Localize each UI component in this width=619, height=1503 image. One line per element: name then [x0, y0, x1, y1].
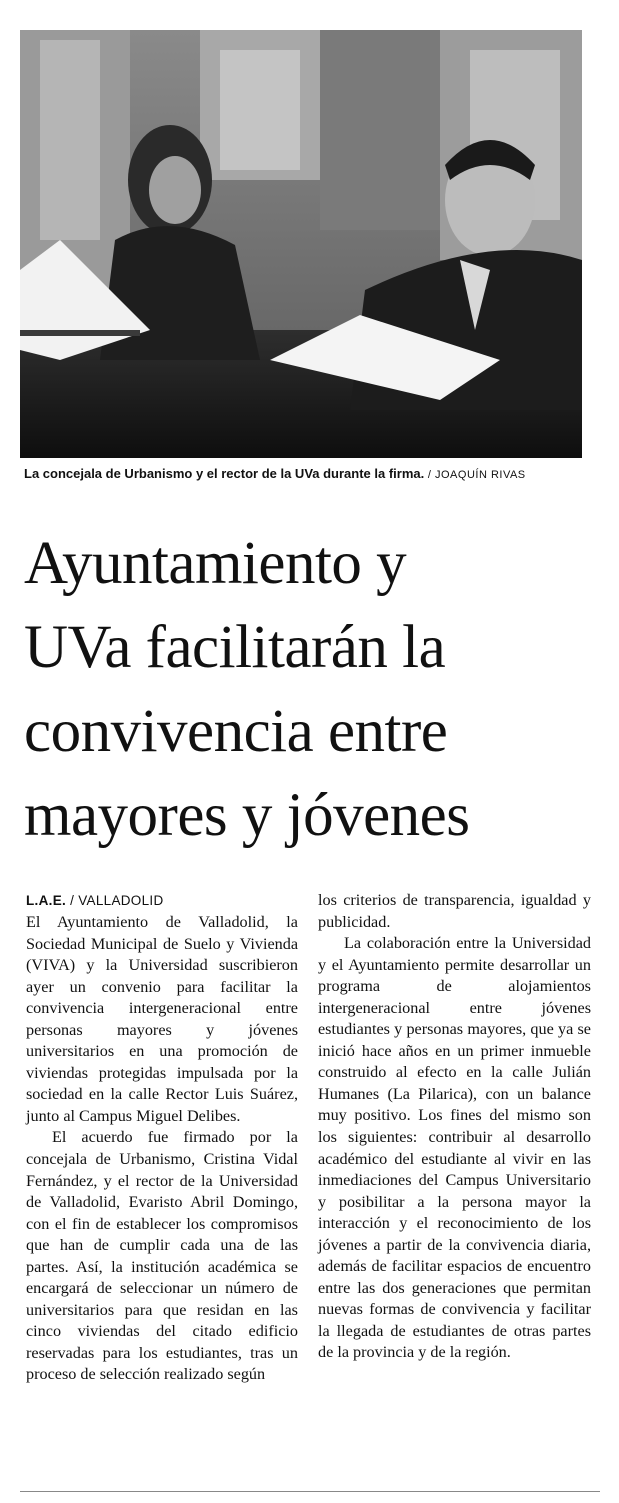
caption-text: La concejala de Urbanismo y el rector de la UVa durante la firma. — [24, 466, 425, 481]
article-column-1 — [26, 890, 298, 1386]
headline-line: Ayuntamiento y — [24, 530, 407, 597]
bottom-rule — [20, 1491, 600, 1492]
byline — [26, 890, 298, 912]
paragraph: El acuerdo fue firmado por la concejala de Urbanismo, Cristina Vidal Fernández, y el rector de la Universidad de Valladolid, Evaristo Abril Domingo, con el fin de establecer los compromisos que han de cumplir cada una de las partes. Así, la institución académica se encargará de seleccionar un número de universitarios para que residan en las cinco viviendas del citado edificio reservadas para los estudiantes, tras un proceso de selección realizado según — [26, 1128, 298, 1384]
headline — [24, 522, 604, 858]
headline-line: UVa facilitarán la — [24, 614, 446, 681]
byline-author: L.A.E. — [26, 893, 67, 908]
byline-location: / VALLADOLID — [70, 893, 164, 908]
paragraph: El Ayuntamiento de Valladolid, la Sociedad Municipal de Suelo y Vivienda (VIVA) y la Universidad suscribieron ayer un convenio para facilitar la convivencia intergeneracional entre personas mayores y jóvenes universitarios en una promoción de viviendas protegidas impulsada por la sociedad en la calle Rector Luis Suárez, junto al Campus Miguel Delibes. — [26, 913, 298, 1125]
article-column-2 — [318, 890, 591, 1364]
paragraph: La colaboración entre la Universidad y el Ayuntamiento permite desarrollar un programa de alojamientos intergeneracional entre jóvenes estudiantes y personas mayores, que ya se inició hace años en un primer inmueble construido al efecto en la calle Julián Humanes (La Pilarica), con un balance muy positivo. Los fines del mismo son los siguientes: contribuir al desarrollo académico del estudiante al vivir en las inmediaciones del Campus Universitario y posibilitar a la persona mayor la interacción y el reconocimiento de los jóvenes a partir de la convivencia diaria, además de facilitar espacios de encuentro entre las dos generaciones que permitan nuevas formas de convivencia y facilitar la llegada de estudiantes de otras partes de la provincia y de la región. — [318, 934, 591, 1362]
photo-caption — [24, 466, 584, 481]
photo-credit: / JOAQUÍN RIVAS — [427, 469, 526, 481]
paragraph-continued: los criterios de transparencia, igualdad y publicidad. — [318, 891, 591, 931]
headline-line: convivencia entre — [24, 698, 448, 765]
signing-photo — [20, 30, 582, 458]
headline-line: mayores y jóvenes — [24, 782, 470, 849]
photo-image — [20, 30, 582, 458]
